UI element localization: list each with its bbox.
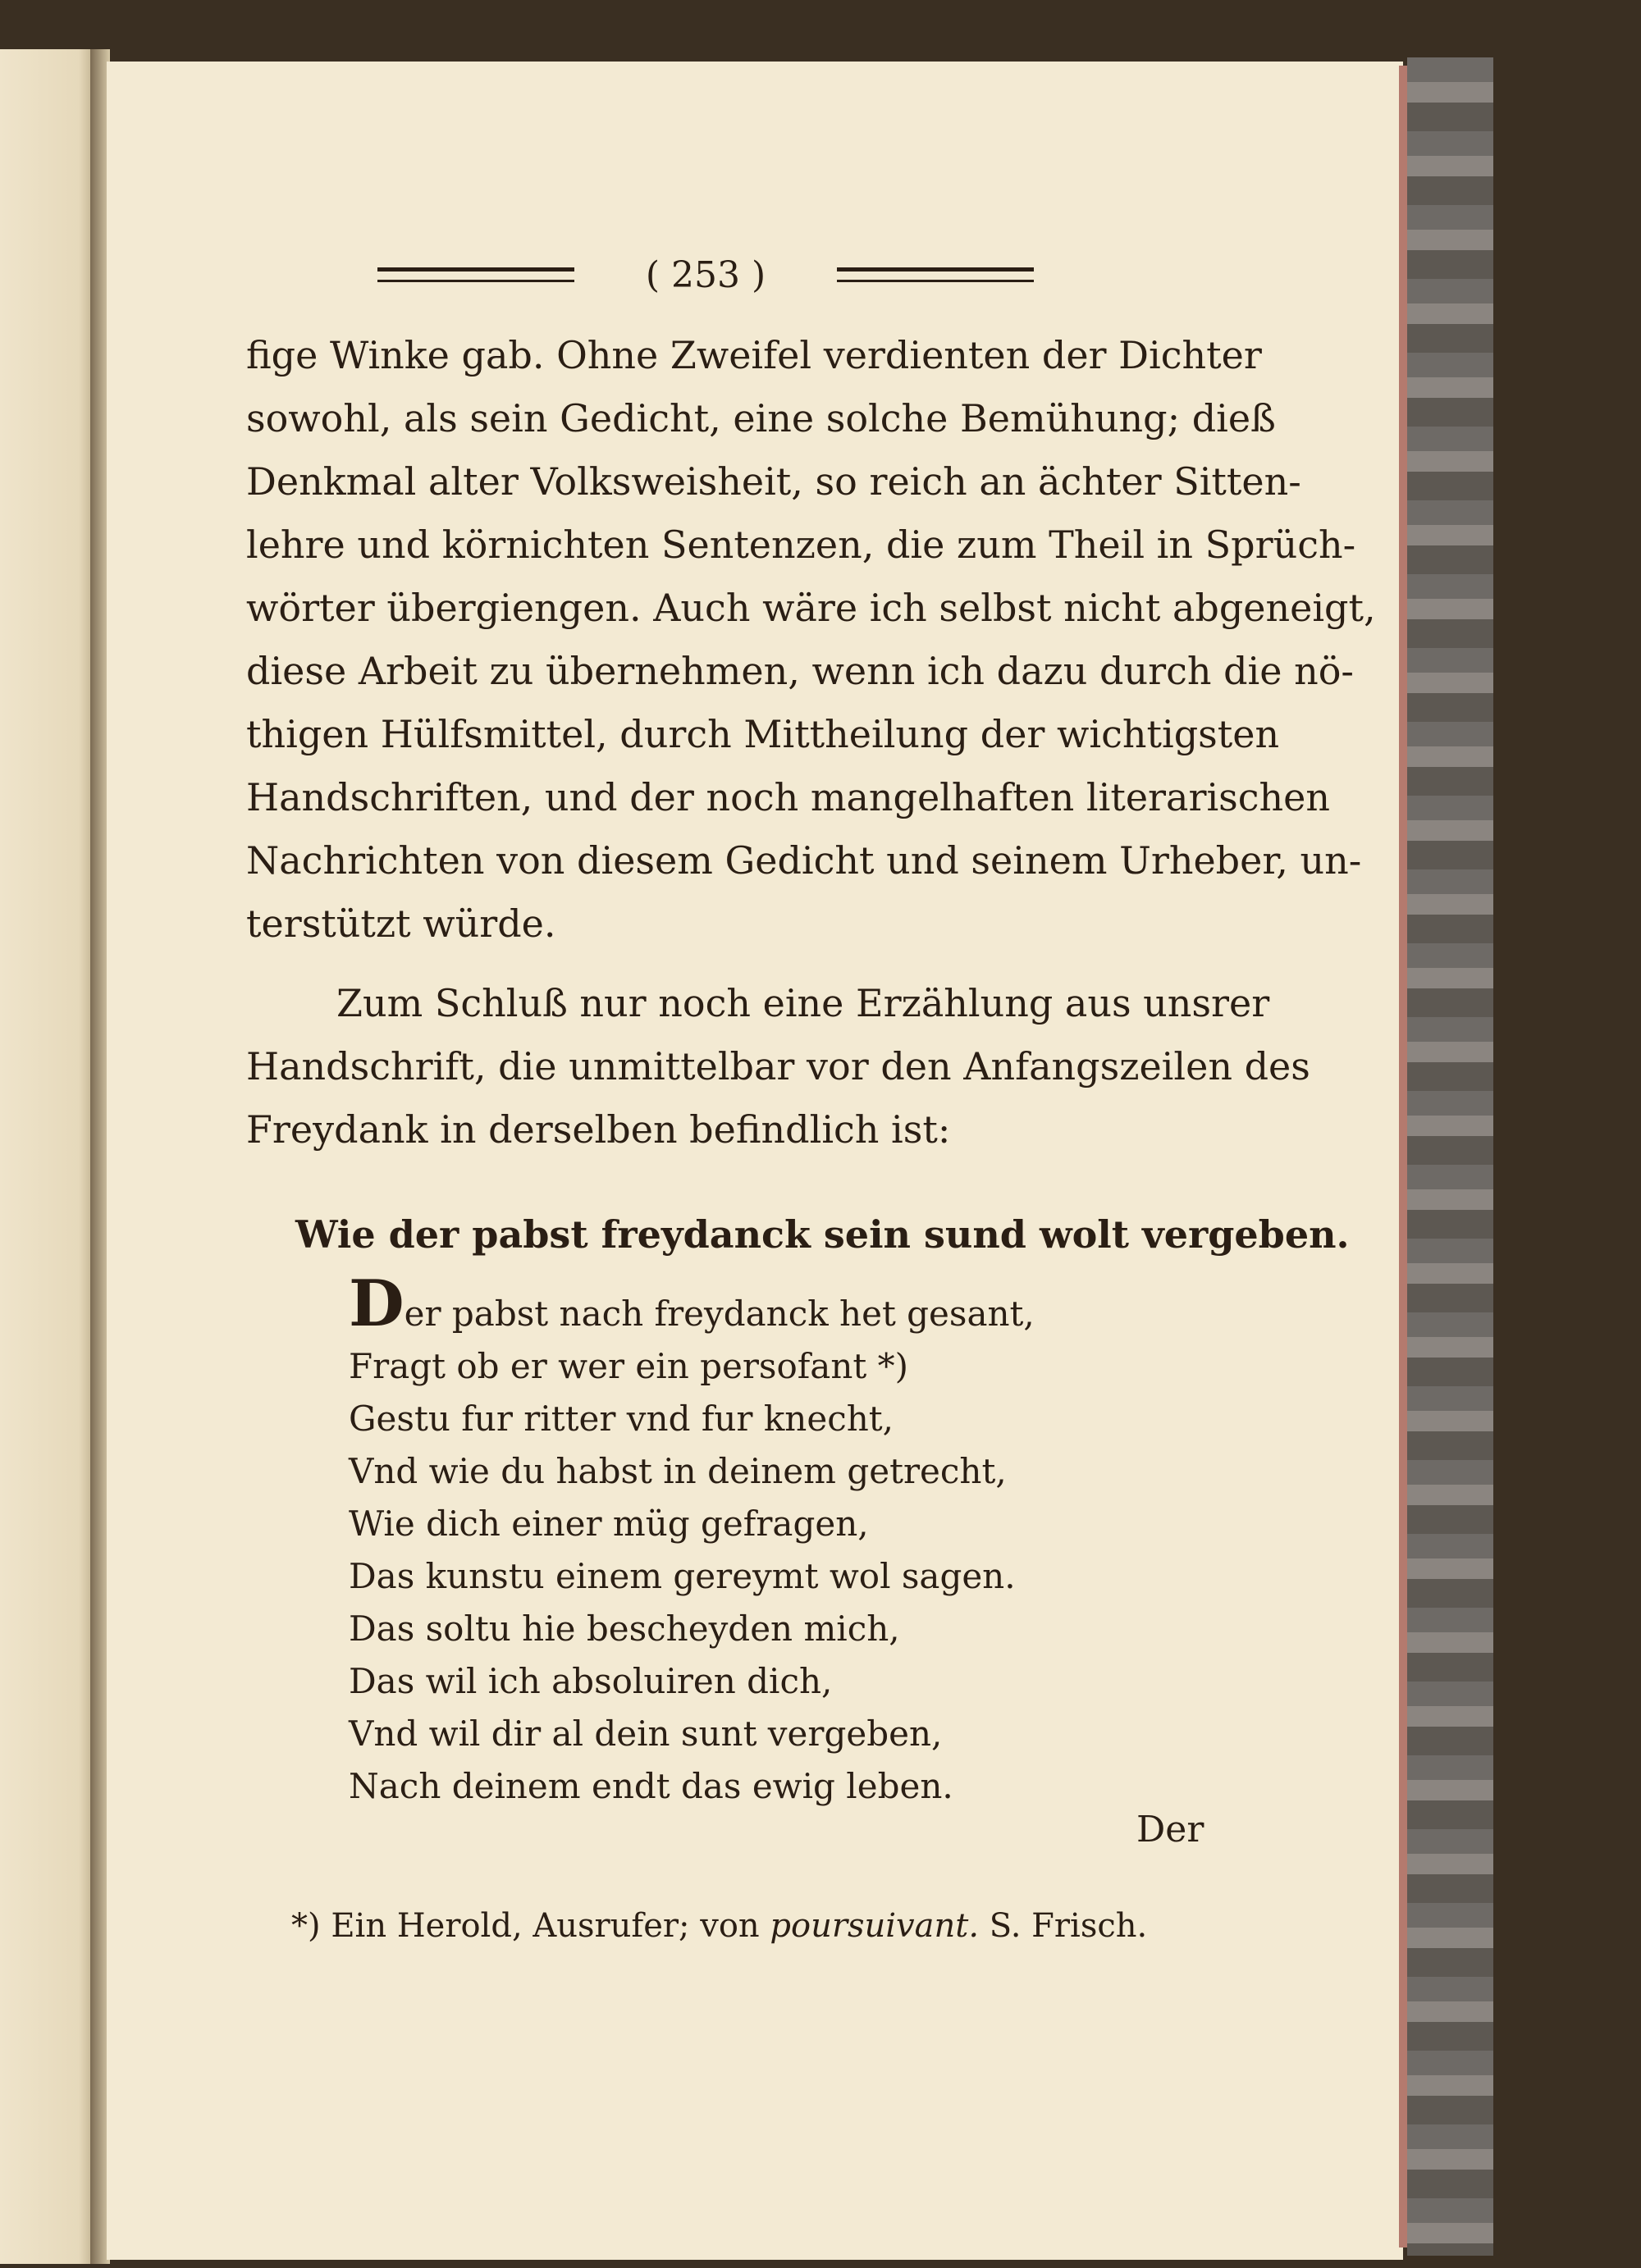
text-line: thigen Hülfsmittel, durch Mittheilung der wichtigsten <box>246 712 1280 756</box>
footnote-italic: poursuivant. <box>770 1907 980 1945</box>
poem <box>349 1266 1035 1813</box>
page-number: ( 253 ) <box>645 253 766 296</box>
poem-line: Vnd wil dir al dein sunt vergeben, <box>349 1714 943 1754</box>
catchword: Der <box>1136 1809 1204 1850</box>
text-line: lehre und körnichten Sentenzen, die zum Theil in Sprüch- <box>246 523 1356 567</box>
poem-line: Nach deinem endt das ewig leben. <box>349 1766 953 1806</box>
text-line: diese Arbeit zu übernehmen, wenn ich dazu durch die nö- <box>246 649 1354 693</box>
footnote <box>291 1907 1147 1945</box>
poem-line: Wie dich einer müg gefragen, <box>349 1504 869 1544</box>
poem-line: Das wil ich absoluiren dich, <box>349 1661 833 1701</box>
poem-line: Das soltu hie bescheyden mich, <box>349 1609 900 1649</box>
text-line: terstützt würde. <box>246 901 556 946</box>
text-line: Freydank in derselben befindlich ist: <box>246 1107 951 1152</box>
text-line: Nachrichten von diesem Gedicht und seinem Urheber, un- <box>246 838 1362 883</box>
poem-line: Fragt ob er wer ein persofant *) <box>349 1346 909 1386</box>
footnote-text: *) Ein Herold, Ausrufer; von <box>291 1907 770 1945</box>
text-line: Handschriften, und der noch mangelhaften literarischen <box>246 775 1331 819</box>
paragraph-1 <box>246 324 1376 956</box>
book-cover-edge <box>1407 57 1493 2256</box>
poem-line <box>349 1266 1035 1341</box>
poem-line-text: er pabst nach freydanck het gesant, <box>404 1294 1035 1334</box>
footnote-text-end: S. Frisch. <box>979 1907 1148 1945</box>
text-line: fige Winke gab. Ohne Zweifel verdienten der Dichter <box>246 333 1262 377</box>
text-line: Handschrift, die unmittelbar vor den Anfangszeilen des <box>246 1044 1310 1088</box>
poem-line: Das kunstu einem gereymt wol sagen. <box>349 1556 1016 1596</box>
poem-line: Gestu fur ritter vnd fur knecht, <box>349 1399 894 1439</box>
poem-title: Wie der pabst freydanck sein sund wolt vergeben. <box>295 1212 1350 1257</box>
page-header <box>377 246 1034 303</box>
header-rule-left <box>377 267 574 282</box>
text-line: Denkmal alter Volksweisheit, so reich an ächter Sitten- <box>246 459 1301 504</box>
facing-page-edge <box>0 49 98 2264</box>
text-line: Zum Schluß nur noch eine Erzählung aus unsrer <box>336 981 1270 1025</box>
paragraph-2 <box>246 972 1310 1161</box>
poem-line: Vnd wie du habst in deinem getrecht, <box>349 1451 1007 1491</box>
drop-cap: D <box>349 1266 405 1341</box>
header-rule-right <box>837 267 1034 282</box>
text-line: sowohl, als sein Gedicht, eine solche Bemühung; dieß <box>246 396 1276 440</box>
text-line: wörter übergiengen. Auch wäre ich selbst nicht abgeneigt, <box>246 586 1376 630</box>
